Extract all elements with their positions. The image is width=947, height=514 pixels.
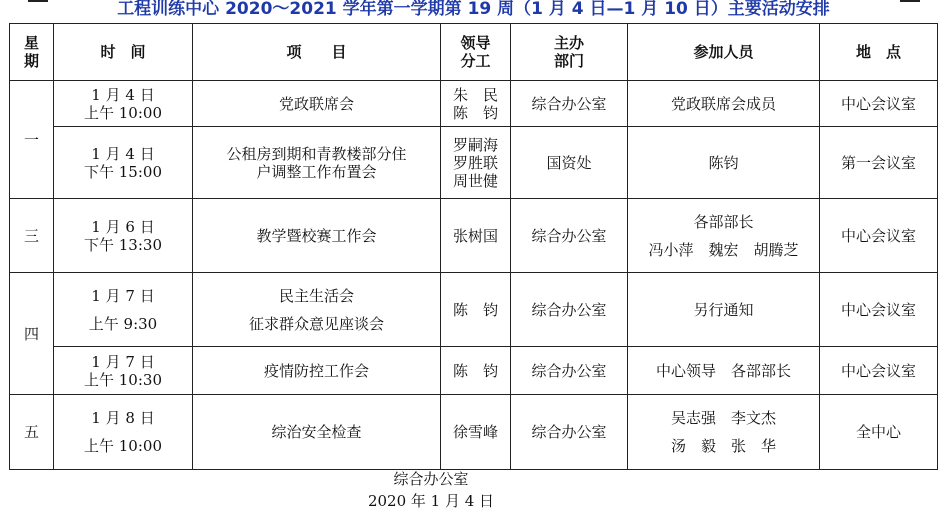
location-cell: 中心会议室	[820, 81, 938, 127]
participants-cell	[628, 347, 820, 395]
header-day-text: 星期	[23, 34, 39, 70]
time-cell	[54, 81, 193, 127]
organizer-cell: 综合办公室	[511, 199, 628, 273]
location-cell: 中心会议室	[820, 199, 938, 273]
table-row	[10, 199, 938, 273]
participants-cell	[628, 199, 820, 273]
participants-cell	[628, 273, 820, 347]
item-cell	[193, 199, 441, 273]
time-date: 1 月 4 日	[91, 144, 155, 163]
table-header-row	[10, 24, 938, 81]
header-item: 项 目	[193, 24, 441, 81]
location-cell: 中心会议室	[820, 273, 938, 347]
leader-cell	[441, 199, 511, 273]
cell-line: 罗胜联	[452, 153, 498, 172]
day-cell	[10, 81, 54, 199]
leader-cell	[441, 273, 511, 347]
participants-cell	[628, 395, 820, 470]
header-participants: 参加人员	[628, 24, 820, 81]
time-cell	[54, 347, 193, 395]
item-cell	[193, 273, 441, 347]
day-cell	[10, 395, 54, 470]
organizer-cell: 国资处	[511, 127, 628, 199]
participants-cell	[628, 81, 820, 127]
cell-line: 党政联席会成员	[670, 94, 776, 113]
cell-line: 综治安全检查	[271, 423, 362, 441]
organizer-cell: 综合办公室	[511, 273, 628, 347]
time-cell	[54, 273, 193, 347]
time-clock: 下午 15:00	[84, 162, 162, 181]
table-row	[10, 395, 938, 470]
time-date: 1 月 7 日	[91, 286, 155, 305]
cell-line: 陈 钧	[452, 300, 498, 319]
table-row	[10, 347, 938, 395]
cell-line: 陈 钧	[452, 103, 498, 122]
day-label: 五	[23, 423, 39, 441]
leader-cell	[441, 127, 511, 199]
cell-line: 户调整工作布置会	[256, 162, 377, 181]
item-cell	[193, 347, 441, 395]
table-row	[10, 273, 938, 347]
time-cell	[54, 127, 193, 199]
organizer-cell: 综合办公室	[511, 347, 628, 395]
location-cell: 中心会议室	[820, 347, 938, 395]
time-clock: 下午 13:30	[84, 235, 162, 254]
header-time: 时 间	[54, 24, 193, 81]
day-label: 一	[23, 130, 39, 149]
location-cell: 全中心	[820, 395, 938, 470]
time-date: 1 月 8 日	[91, 409, 155, 427]
cell-line: 周世健	[452, 171, 498, 190]
time-date: 1 月 6 日	[91, 217, 155, 236]
time-date: 1 月 4 日	[91, 85, 155, 104]
table-row	[10, 127, 938, 199]
cell-line: 各部部长	[693, 212, 754, 231]
time-clock: 上午 9:30	[88, 314, 158, 333]
cell-line: 教学暨校赛工作会	[256, 226, 377, 245]
day-cell	[10, 273, 54, 395]
cell-line: 另行通知	[693, 300, 754, 319]
organizer-cell: 综合办公室	[511, 395, 628, 470]
day-label: 三	[23, 226, 39, 245]
cell-line: 朱 民	[452, 85, 498, 104]
time-date: 1 月 7 日	[91, 352, 155, 371]
cell-line: 公租房到期和青教楼部分住	[226, 144, 407, 163]
leader-cell	[441, 395, 511, 470]
table-row	[10, 81, 938, 127]
page-title: 工程训练中心 2020～2021 学年第一学期第 19 周（1 月 4 日—1 月 10 日）主要活动安排	[117, 0, 830, 19]
item-cell	[193, 127, 441, 199]
day-label: 四	[23, 324, 39, 343]
cell-line: 徐雪峰	[452, 423, 498, 441]
cell-line: 吴志强 李文杰	[670, 409, 776, 427]
schedule-table	[9, 23, 938, 470]
cell-line: 征求群众意见座谈会	[248, 314, 384, 333]
leader-cell	[441, 81, 511, 127]
item-cell	[193, 81, 441, 127]
cell-line: 民主生活会	[278, 286, 354, 305]
header-day	[10, 24, 54, 81]
item-cell	[193, 395, 441, 470]
cell-line: 张树国	[452, 226, 498, 245]
footer-department: 综合办公室	[393, 470, 469, 488]
header-leader-text: 领导分工	[460, 34, 491, 70]
cell-line: 中心领导 各部部长	[655, 361, 791, 380]
participants-cell	[628, 127, 820, 199]
location-cell: 第一会议室	[820, 127, 938, 199]
day-cell	[10, 199, 54, 273]
cell-line: 疫情防控工作会	[263, 361, 369, 380]
schedule-body	[10, 81, 938, 470]
leader-cell	[441, 347, 511, 395]
time-cell	[54, 395, 193, 470]
footer-date: 2020 年 1 月 4 日	[367, 492, 495, 510]
cell-line: 汤 毅 张 华	[670, 437, 776, 455]
cell-line: 陈钧	[708, 153, 739, 172]
header-leader	[441, 24, 511, 81]
time-clock: 上午 10:30	[84, 370, 162, 389]
time-clock: 上午 10:00	[84, 437, 162, 455]
header-organizer	[511, 24, 628, 81]
cell-line: 党政联席会	[278, 94, 354, 113]
cell-line: 陈 钧	[452, 361, 498, 380]
organizer-cell: 综合办公室	[511, 81, 628, 127]
header-location: 地 点	[820, 24, 938, 81]
header-organizer-text: 主办部门	[553, 34, 584, 70]
cell-line: 罗嗣海	[452, 135, 498, 154]
time-cell	[54, 199, 193, 273]
cell-line: 冯小萍 魏宏 胡腾芝	[648, 240, 799, 259]
time-clock: 上午 10:00	[84, 103, 162, 122]
